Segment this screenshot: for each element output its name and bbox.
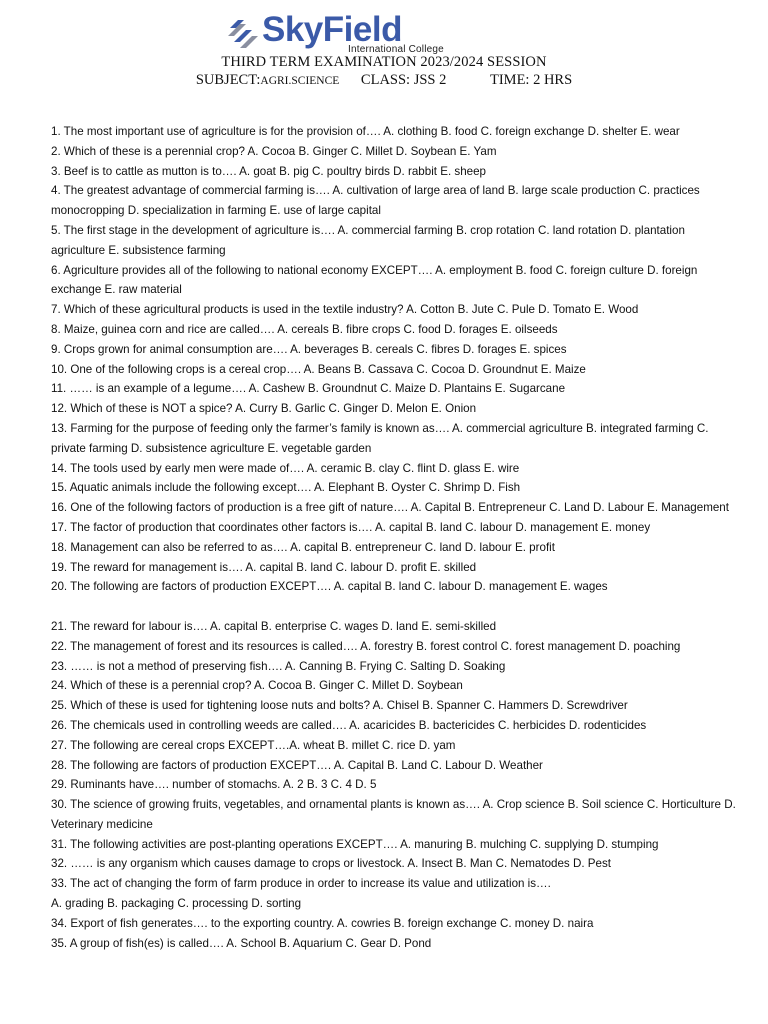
question-item: 32. …… is any organism which causes damage to crops or livestock. A. Insect B. Man C. Nematodes D. Pest [51,857,611,871]
question-item: 30. The science of growing fruits, vegetables, and ornamental plants is known as…. A. Crop science B. Soil science C. Horticulture D. Veterinary medicine [51,798,736,831]
question-item: 16. One of the following factors of production is a free gift of nature…. A. Capital B. Entrepreneur C. Land D. Labour E. Management [51,501,729,515]
question-item: 5. The first stage in the development of agriculture is…. A. commercial farming B. crop rotation C. land rotation D. plantation agriculture E. subsistence farming [51,223,685,257]
question-item: 31. The following activities are post-planting operations EXCEPT…. A. manuring B. mulching C. supplying D. stumping [51,837,659,851]
question-item: 4. The greatest advantage of commercial farming is…. A. cultivation of large area of land B. large scale production C. practices monocropping D. specialization in farming E. use of large capital [51,184,700,218]
question-item: 33. The act of changing the form of farm produce in order to increase its value and utilization is…. [51,877,551,891]
question-item: 28. The following are factors of production EXCEPT…. A. Capital B. Land C. Labour D. Weather [51,758,543,772]
question-item: 8. Maize, guinea corn and rice are called…. A. cereals B. fibre crops C. food D. forages E. oilseeds [51,322,558,336]
question-group-2 [51,617,741,954]
subject-label: SUBJECT: [195,72,261,88]
question-group-1 [51,122,741,597]
question-item: 11. …… is an example of a legume…. A. Cashew B. Groundnut C. Maize D. Plantains E. Sugarcane [51,382,566,396]
question-item: 34. Export of fish generates…. to the exporting country. A. cowries B. foreign exchange C. money D. naira [51,916,594,930]
question-item: 15. Aquatic animals include the following except…. A. Elephant B. Oyster C. Shrimp D. Fish [51,481,521,495]
question-item: 3. Beef is to cattle as mutton is to…. A. goat B. pig C. poultry birds D. rabbit E. sheep [51,164,486,178]
question-item: 6. Agriculture provides all of the following to national economy EXCEPT…. A. employment B. food C. foreign culture D. foreign exchange E. raw material [51,263,698,297]
class-text: CLASS: JSS 2 [360,72,447,88]
question-item: 27. The following are cereal crops EXCEPT….A. wheat B. millet C. rice D. yam [51,738,456,752]
logo-subtitle: International College [348,44,444,55]
question-item: 1. The most important use of agriculture is for the provision of…. A. clothing B. food C. foreign exchange D. shelter E. wear [51,125,680,138]
exam-info-line [0,72,768,89]
logo-wordmark: SkyField [262,10,402,49]
question-item: 14. The tools used by early men were made of…. A. ceramic B. clay C. flint D. glass E. wire [51,461,520,475]
question-item: 24. Which of these is a perennial crop? A. Cocoa B. Ginger C. Millet D. Soybean [51,679,463,693]
section-gap [51,597,741,617]
question-item: 26. The chemicals used in controlling weeds are called…. A. acaricides B. bactericides C. herbicides D. rodenticides [51,718,647,732]
question-item: 13. Farming for the purpose of feeding only the farmer’s family is known as…. A. commercial agriculture B. integrated farming C. private farming D. subsistence agriculture E. vegetable garden [51,421,709,455]
question-item: 12. Which of these is NOT a spice? A. Curry B. Garlic C. Ginger D. Melon E. Onion [51,402,477,416]
subject-value: AGRI.SCIENCE [260,75,340,87]
question-item: 21. The reward for labour is…. A. capital B. enterprise C. wages D. land E. semi-skilled [51,619,497,633]
skyfield-emblem-icon [226,16,260,50]
question-item: 25. Which of these is used for tightening loose nuts and bolts? A. Chisel B. Spanner C. Hammers D. Screwdriver [51,699,628,713]
question-item: 18. Management can also be referred to as…. A. capital B. entrepreneur C. land D. labour E. profit [51,540,555,554]
question-item: 35. A group of fish(es) is called…. A. School B. Aquarium C. Gear D. Pond [51,936,432,950]
school-logo [226,10,462,56]
time-text: TIME: 2 HRS [489,72,573,88]
question-item: 20. The following are factors of production EXCEPT…. A. capital B. land C. labour D. management E. wages [51,580,608,594]
exam-title: THIRD TERM EXAMINATION 2023/2024 SESSION [221,54,547,70]
question-list [51,122,741,953]
question-item: 9. Crops grown for animal consumption are…. A. beverages B. cereals C. fibres D. forages E. spices [51,342,567,356]
question-item: 29. Ruminants have…. number of stomachs. A. 2 B. 3 C. 4 D. 5 [51,778,377,792]
question-item: A. grading B. packaging C. processing D. sorting [51,897,302,911]
question-item: 7. Which of these agricultural products is used in the textile industry? A. Cotton B. Jute C. Pule D. Tomato E. Wood [51,303,639,317]
question-item: 22. The management of forest and its resources is called…. A. forestry B. forest control C. forest management D. poaching [51,639,681,653]
question-item: 23. …… is not a method of preserving fish…. A. Canning B. Frying C. Salting D. Soaking [51,659,506,673]
question-item: 2. Which of these is a perennial crop? A. Cocoa B. Ginger C. Millet D. Soybean E. Yam [51,144,497,158]
question-item: 19. The reward for management is…. A. capital B. land C. labour D. profit E. skilled [51,560,477,574]
question-item: 10. One of the following crops is a cereal crop…. A. Beans B. Cassava C. Cocoa D. Groundnut E. Maize [51,362,586,376]
question-item: 17. The factor of production that coordinates other factors is…. A. capital B. land C. labour D. management E. money [51,520,651,534]
